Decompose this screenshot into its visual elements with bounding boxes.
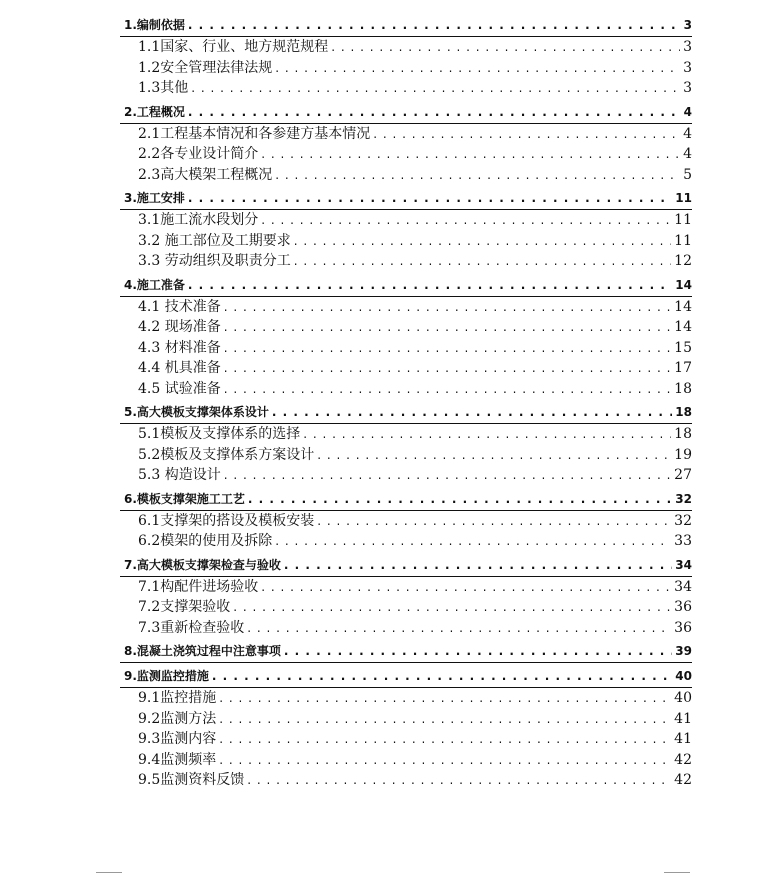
toc-section-entry[interactable]: [120, 144, 692, 165]
toc-section-entry[interactable]: [120, 251, 692, 272]
toc-entry-page: 18: [674, 380, 692, 397]
toc-entry-page: 11: [674, 232, 692, 249]
toc-entry-title: 6.2模架的使用及拆除: [138, 533, 273, 549]
toc-section-entry[interactable]: [120, 317, 692, 338]
toc-entry-title: 4.2 现场准备: [138, 319, 221, 335]
toc-entry-page: 4: [683, 146, 692, 162]
toc-entry-page: 11: [675, 191, 692, 205]
toc-dot-leader: [261, 210, 671, 231]
toc-dot-leader: [373, 124, 680, 145]
toc-chapter-entry[interactable]: [120, 274, 692, 297]
toc-entry-title: 4.5 试验准备: [138, 380, 221, 397]
toc-entry-page: 5: [683, 166, 692, 183]
toc-entry-page: 32: [674, 512, 692, 529]
toc-dot-leader: [224, 338, 671, 359]
toc-dot-leader: [261, 577, 671, 598]
toc-entry-title: 1.3其他: [138, 80, 189, 96]
toc-section-entry[interactable]: [120, 338, 692, 359]
toc-dot-leader: [284, 640, 672, 663]
toc-entry-page: 41: [674, 731, 692, 747]
toc-section-entry[interactable]: [120, 709, 692, 730]
toc-dot-leader: [303, 424, 671, 445]
toc-entry-page: 27: [674, 467, 692, 483]
toc-entry-page: 17: [674, 360, 692, 376]
toc-section-entry[interactable]: [120, 531, 692, 552]
toc-entry-page: 3: [683, 18, 692, 32]
toc-chapter-entry[interactable]: [120, 488, 692, 511]
toc-entry-title: 2.1工程基本情况和各参建方基本情况: [138, 125, 371, 142]
toc-dot-leader: [224, 358, 671, 379]
toc-entry-page: 11: [674, 212, 692, 228]
toc-entry-page: 4: [683, 125, 692, 142]
toc-section-entry[interactable]: [120, 358, 692, 379]
toc-entry-page: 39: [675, 644, 692, 658]
toc-dot-leader: [275, 58, 680, 79]
toc-entry-page: 36: [674, 619, 692, 636]
toc-dot-leader: [224, 317, 671, 338]
toc-chapter-entry[interactable]: [120, 640, 692, 663]
toc-dot-leader: [317, 511, 671, 532]
toc-section-entry[interactable]: [120, 618, 692, 639]
toc-dot-leader: [284, 554, 672, 577]
toc-dot-leader: [233, 597, 671, 618]
toc-section-entry[interactable]: [120, 445, 692, 466]
toc-entry-title: 9.2监测方法: [138, 710, 217, 727]
toc-entry-title: 1.编制依据: [124, 18, 185, 32]
toc-entry-title: 3.3 劳动组织及职责分工: [138, 253, 291, 269]
toc-section-entry[interactable]: [120, 511, 692, 532]
toc-entry-page: 36: [674, 599, 692, 615]
toc-entry-page: 12: [674, 253, 692, 269]
toc-chapter-entry[interactable]: [120, 14, 692, 37]
toc-section-entry[interactable]: [120, 770, 692, 791]
toc-entry-page: 3: [683, 59, 692, 76]
toc-section-entry[interactable]: [120, 210, 692, 231]
toc-section-entry[interactable]: [120, 58, 692, 79]
toc-entry-title: 4.3 材料准备: [138, 339, 221, 356]
toc-section-entry[interactable]: [120, 688, 692, 709]
toc-entry-title: 8.混凝土浇筑过程中注意事项: [124, 644, 281, 658]
toc-entry-page: 14: [674, 319, 692, 335]
toc-dot-leader: [272, 401, 672, 424]
toc-entry-title: 6.模板支撑架施工工艺: [124, 491, 245, 506]
toc-entry-page: 3: [683, 80, 692, 96]
toc-chapter-entry[interactable]: [120, 187, 692, 210]
toc-dot-leader: [247, 618, 671, 639]
toc-chapter-entry[interactable]: [120, 401, 692, 424]
toc-entry-page: 34: [674, 578, 692, 595]
toc-dot-leader: [224, 297, 671, 318]
toc-dot-leader: [191, 78, 680, 99]
toc-entry-page: 40: [675, 669, 692, 683]
toc-dot-leader: [247, 770, 671, 791]
toc-dot-leader: [331, 37, 680, 58]
toc-dot-leader: [219, 750, 671, 771]
toc-entry-page: 18: [674, 426, 692, 442]
toc-entry-page: 18: [675, 405, 692, 419]
toc-dot-leader: [317, 445, 671, 466]
toc-section-entry[interactable]: [120, 424, 692, 445]
toc-entry-title: 5.2模板及支撑体系方案设计: [138, 446, 315, 463]
toc-entry-page: 42: [674, 772, 692, 788]
toc-chapter-entry[interactable]: [120, 665, 692, 688]
toc-entry-page: 41: [674, 710, 692, 727]
toc-section-entry[interactable]: [120, 577, 692, 598]
table-of-contents: [120, 12, 692, 791]
toc-entry-title: 3.1施工流水段划分: [138, 212, 259, 228]
toc-section-entry[interactable]: [120, 231, 692, 252]
toc-entry-title: 1.2安全管理法律法规: [138, 59, 273, 76]
toc-entry-title: 9.监测监控措施: [124, 669, 209, 683]
toc-entry-title: 7.3重新检查验收: [138, 619, 245, 636]
toc-entry-title: 9.1监控措施: [138, 690, 217, 706]
toc-dot-leader: [219, 688, 671, 709]
toc-dot-leader: [248, 488, 672, 511]
toc-entry-page: 15: [674, 339, 692, 356]
toc-section-entry[interactable]: [120, 165, 692, 186]
toc-entry-title: 4.1 技术准备: [138, 298, 221, 315]
toc-entry-title: 5.高大模板支撑架体系设计: [124, 405, 269, 419]
toc-dot-leader: [294, 231, 671, 252]
toc-chapter-entry[interactable]: [120, 101, 692, 124]
toc-dot-leader: [261, 144, 680, 165]
toc-entry-page: 3: [683, 39, 692, 55]
toc-entry-page: 14: [675, 277, 692, 292]
toc-dot-leader: [275, 531, 671, 552]
toc-section-entry[interactable]: [120, 37, 692, 58]
toc-entry-title: 2.3高大模架工程概况: [138, 166, 273, 183]
toc-entry-title: 5.1模板及支撑体系的选择: [138, 426, 301, 442]
toc-entry-title: 9.3监测内容: [138, 731, 217, 747]
toc-dot-leader: [212, 665, 672, 688]
toc-section-entry[interactable]: [120, 750, 692, 771]
toc-entry-page: 19: [674, 446, 692, 463]
toc-section-entry[interactable]: [120, 597, 692, 618]
toc-section-entry[interactable]: [120, 465, 692, 486]
toc-entry-page: 4: [683, 104, 692, 119]
toc-entry-title: 1.1国家、行业、地方规范规程: [138, 39, 329, 55]
toc-section-entry[interactable]: [120, 379, 692, 400]
toc-entry-page: 40: [674, 690, 692, 706]
page-corner-mark-right: [664, 872, 690, 873]
toc-entry-title: 9.4监测频率: [138, 751, 217, 768]
toc-dot-leader: [188, 187, 672, 210]
toc-entry-title: 2.工程概况: [124, 104, 185, 119]
toc-entry-title: 2.2各专业设计简介: [138, 146, 259, 162]
toc-dot-leader: [188, 14, 681, 37]
toc-section-entry[interactable]: [120, 297, 692, 318]
toc-entry-title: 7.1构配件进场验收: [138, 578, 259, 595]
toc-entry-title: 6.1支撑架的搭设及模板安装: [138, 512, 315, 529]
toc-section-entry[interactable]: [120, 124, 692, 145]
toc-entry-title: 4.4 机具准备: [138, 360, 221, 376]
toc-entry-page: 33: [674, 533, 692, 549]
toc-entry-page: 32: [675, 491, 692, 506]
toc-dot-leader: [294, 251, 671, 272]
toc-chapter-entry[interactable]: [120, 554, 692, 577]
toc-entry-title: 7.高大模板支撑架检查与验收: [124, 557, 281, 572]
toc-dot-leader: [188, 274, 672, 297]
toc-section-entry[interactable]: [120, 729, 692, 750]
toc-entry-page: 34: [675, 557, 692, 572]
toc-entry-title: 5.3 构造设计: [138, 467, 221, 483]
toc-section-entry[interactable]: [120, 78, 692, 99]
page-corner-mark-left: [96, 872, 122, 873]
toc-entry-page: 42: [674, 751, 692, 768]
toc-entry-title: 7.2支撑架验收: [138, 599, 231, 615]
toc-dot-leader: [219, 729, 671, 750]
toc-dot-leader: [188, 101, 681, 124]
toc-entry-title: 3.施工安排: [124, 191, 185, 205]
toc-dot-leader: [224, 465, 671, 486]
toc-entry-page: 14: [674, 298, 692, 315]
toc-dot-leader: [275, 165, 680, 186]
toc-entry-title: 4.施工准备: [124, 277, 185, 292]
toc-entry-title: 9.5监测资料反馈: [138, 772, 245, 788]
toc-dot-leader: [224, 379, 671, 400]
toc-dot-leader: [219, 709, 671, 730]
toc-entry-title: 3.2 施工部位及工期要求: [138, 232, 291, 249]
